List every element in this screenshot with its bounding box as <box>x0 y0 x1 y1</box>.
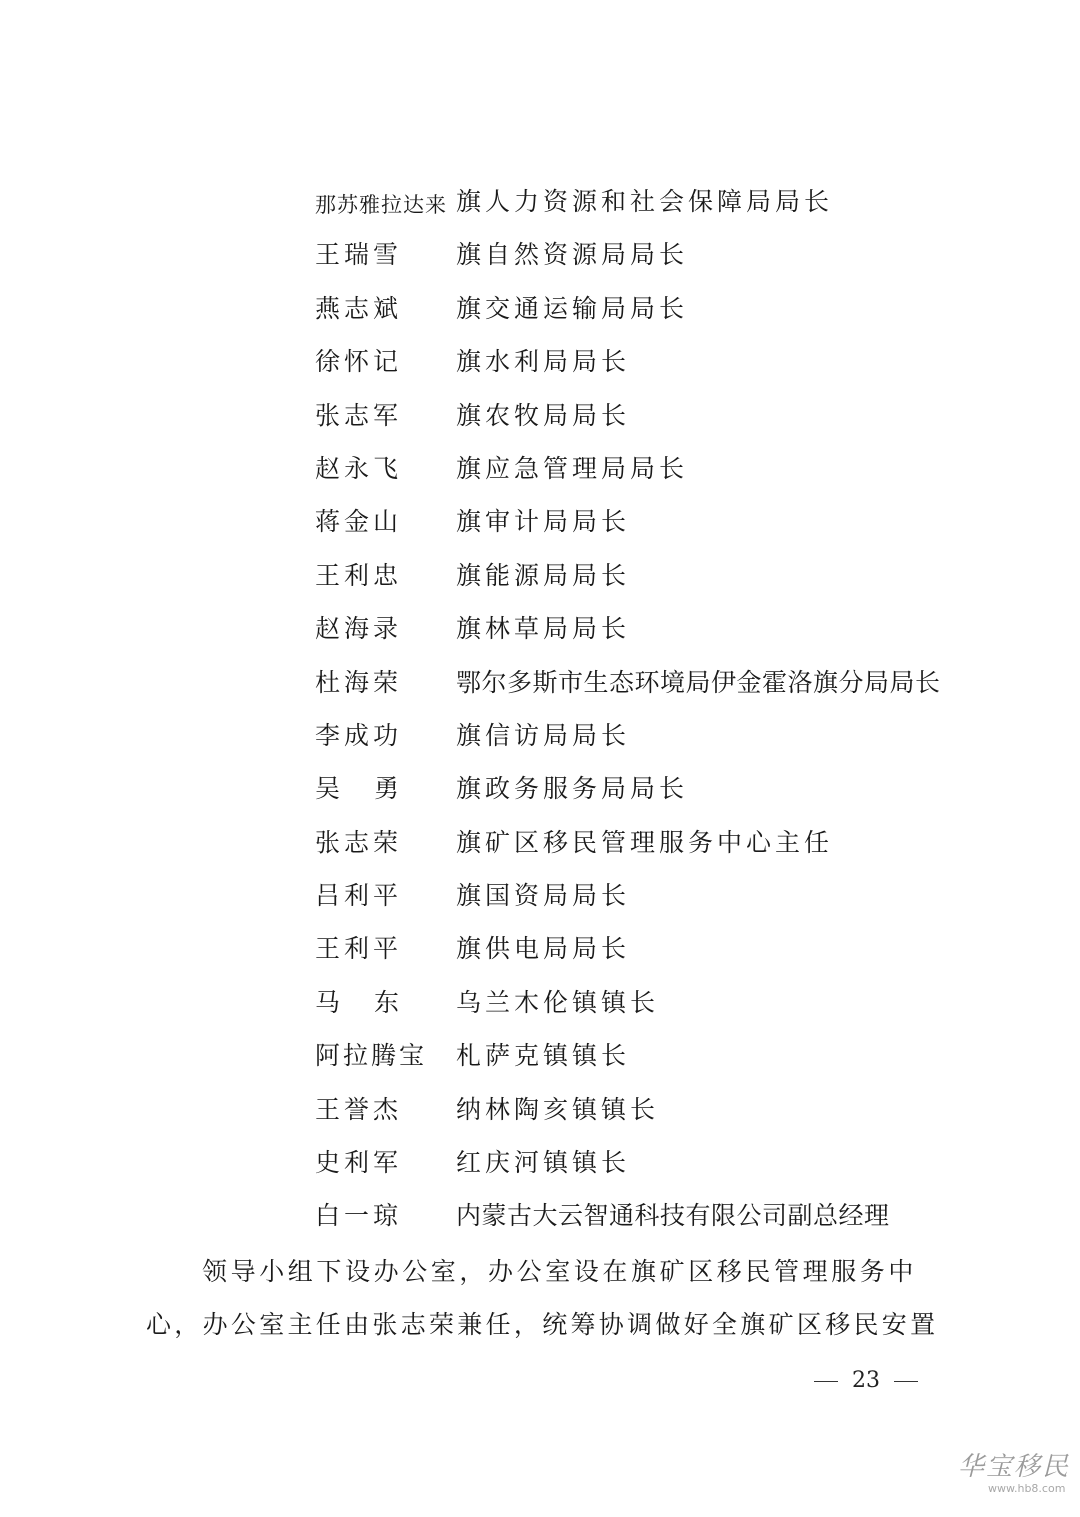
page-number-dash-left <box>814 1381 838 1382</box>
member-title: 乌兰木伦镇镇长 <box>456 987 660 1017</box>
roster-row <box>0 176 1080 229</box>
page-number-value: 23 <box>852 1368 880 1393</box>
member-title: 旗农牧局局长 <box>456 400 631 430</box>
member-name: 赵海录 <box>315 614 403 644</box>
roster-row <box>0 443 1080 496</box>
roster-row <box>0 496 1080 549</box>
office-paragraph-line-1: 领导小组下设办公室，办公室设在旗矿区移民管理服务中 <box>202 1257 918 1286</box>
roster-row <box>0 817 1080 870</box>
member-title: 旗审计局局长 <box>456 507 631 537</box>
member-name: 燕志斌 <box>315 293 403 323</box>
member-name: 徐怀记 <box>315 347 403 377</box>
page-number-dash-right <box>894 1381 918 1382</box>
member-roster <box>0 176 1080 1244</box>
roster-row <box>0 229 1080 282</box>
member-title: 鄂尔多斯市生态环境局伊金霍洛旗分局局长 <box>456 667 941 697</box>
member-name: 赵永飞 <box>315 453 403 483</box>
member-name: 张志荣 <box>315 827 403 857</box>
member-title: 红庆河镇镇长 <box>456 1148 631 1178</box>
member-name: 王瑞雪 <box>315 240 403 270</box>
member-name: 王利平 <box>315 934 403 964</box>
member-title: 旗人力资源和社会保障局局长 <box>456 187 834 216</box>
member-name: 杜海荣 <box>315 667 403 697</box>
member-title: 内蒙古大云智通科技有限公司副总经理 <box>456 1201 890 1231</box>
member-name: 王利忠 <box>315 560 403 590</box>
member-name: 白一琼 <box>315 1201 403 1231</box>
roster-row <box>0 390 1080 443</box>
roster-row <box>0 657 1080 710</box>
roster-row <box>0 763 1080 816</box>
roster-row <box>0 1084 1080 1137</box>
roster-row <box>0 710 1080 763</box>
page-number <box>800 1366 932 1396</box>
member-name: 张志军 <box>315 400 403 430</box>
member-name: 李成功 <box>315 720 403 750</box>
roster-row <box>0 923 1080 976</box>
roster-row <box>0 870 1080 923</box>
member-name: 吕利平 <box>315 881 403 911</box>
member-title: 旗应急管理局局长 <box>456 453 689 483</box>
member-title: 旗交通运输局局长 <box>456 293 689 323</box>
member-title: 旗自然资源局局长 <box>456 240 689 270</box>
member-title: 札萨克镇镇长 <box>456 1041 631 1071</box>
watermark-url: www.hb8.com <box>988 1482 1066 1495</box>
member-title: 旗信访局局长 <box>456 720 631 750</box>
member-title: 旗能源局局长 <box>456 560 631 590</box>
member-title: 旗国资局局长 <box>456 881 631 911</box>
member-name: 马东 <box>315 987 434 1017</box>
member-title: 旗林草局局长 <box>456 614 631 644</box>
member-title: 旗政务服务局局长 <box>456 774 689 804</box>
member-name: 吴勇 <box>315 774 434 804</box>
roster-row <box>0 550 1080 603</box>
watermark-logo <box>958 1452 1071 1507</box>
member-name: 蒋金山 <box>315 507 403 537</box>
roster-row <box>0 283 1080 336</box>
roster-row <box>0 1190 1080 1243</box>
roster-row <box>0 977 1080 1030</box>
roster-row <box>0 1030 1080 1083</box>
roster-row <box>0 1137 1080 1190</box>
member-title: 旗水利局局长 <box>456 347 631 377</box>
roster-row <box>0 336 1080 389</box>
member-title: 旗供电局局长 <box>456 934 631 964</box>
member-name: 阿拉腾宝 <box>315 1041 428 1071</box>
member-title: 旗矿区移民管理服务中心主任 <box>456 827 834 857</box>
watermark-text: 华宝移民 <box>958 1452 1071 1482</box>
member-name: 史利军 <box>315 1148 403 1178</box>
member-name: 王誉杰 <box>315 1094 403 1124</box>
member-title: 纳林陶亥镇镇长 <box>456 1094 660 1124</box>
roster-row <box>0 603 1080 656</box>
office-paragraph-line-2: 心，办公室主任由张志荣兼任，统筹协调做好全旗矿区移民安置 <box>146 1310 939 1339</box>
member-name: 那苏雅拉达来 <box>315 193 447 217</box>
